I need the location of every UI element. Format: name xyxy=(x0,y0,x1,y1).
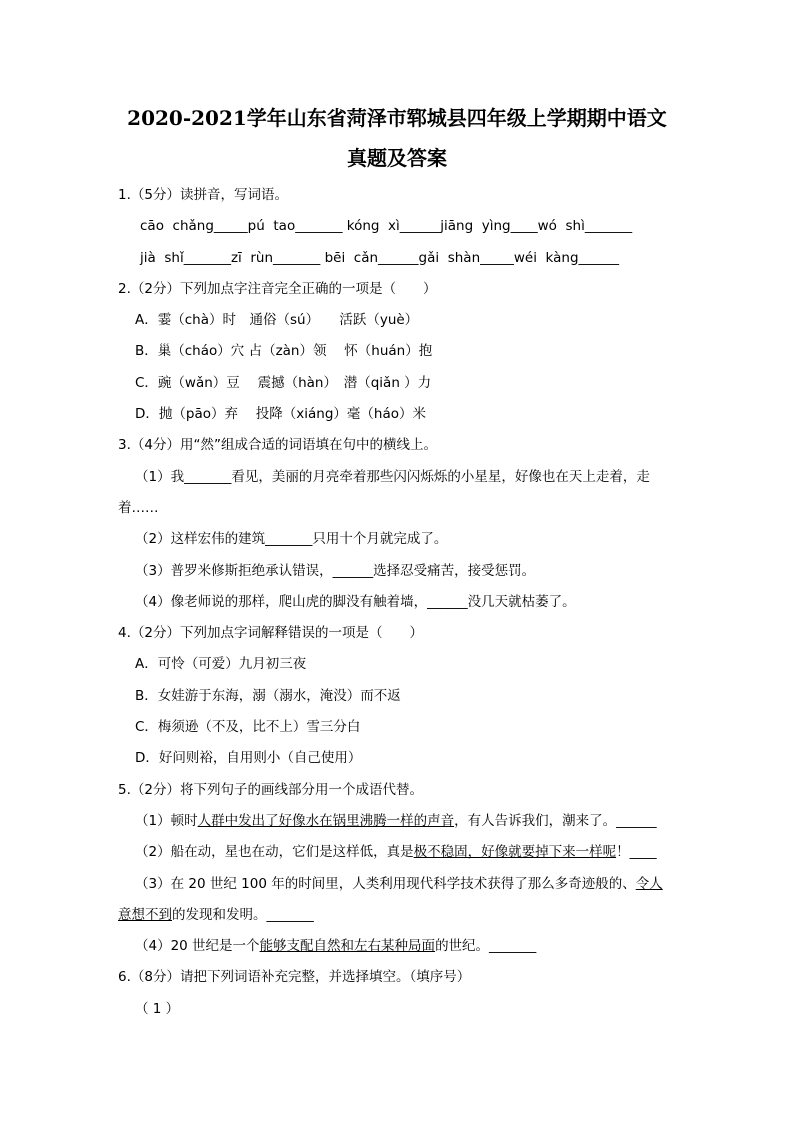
title-line-1: 2020-2021学年山东省菏泽市郓城县四年级上学期期中语文 xyxy=(127,106,667,130)
text-line xyxy=(118,806,678,837)
text-line xyxy=(118,587,678,618)
underlined-phrase: 能够支配自然和左右某种局面 xyxy=(259,938,436,955)
text-segment: A．可怜（可爱）九月初三夜 xyxy=(135,656,307,673)
text-segment: B．巢（cháo）穴 占（zàn）领 怀（huán）抱 xyxy=(135,343,433,360)
text-segment: （4）像老师说的那样，爬山虎的脚没有触着墙，______没几天就枯萎了。 xyxy=(135,593,576,610)
underlined-phrase: 极不稳固，好像就要掉下来一样呢 xyxy=(413,844,617,861)
text-segment: （3）在 20 世纪 100 年的时间里，人类利用现代科学技术获得了那么多奇迹般的、 xyxy=(135,875,636,892)
text-line xyxy=(118,399,678,430)
underlined-phrase: 令人 xyxy=(635,875,663,892)
text-segment: （4）20 世纪是一个 xyxy=(135,938,260,955)
text-line xyxy=(118,493,678,524)
text-line xyxy=(118,931,678,962)
text-segment: cāo chǎng_____pú tao_______ kóng xì______jiāng yìng____wó shì_______ xyxy=(140,218,633,235)
text-segment: 的发现和发明。_______ xyxy=(172,906,314,923)
text-segment: 5.（2分）将下列句子的画线部分用一个成语代替。 xyxy=(118,781,423,798)
text-line xyxy=(118,336,678,367)
text-segment: 6.（8分）请把下列词语补充完整，并选择填空。（填序号） xyxy=(118,969,471,986)
text-line xyxy=(118,524,678,555)
text-segment: （1）我_______看见，美丽的月亮牵着那些闪闪烁烁的小星星，好像也在天上走着，走 xyxy=(135,468,650,485)
text-segment: ，有人告诉我们，潮来了。______ xyxy=(454,812,657,829)
text-segment: C．梅须逊（不及，比不上）雪三分白 xyxy=(135,719,361,736)
text-line xyxy=(118,837,678,868)
text-segment: D．好问则裕，自用则小（自己使用） xyxy=(135,750,362,767)
text-line xyxy=(118,962,678,993)
question-body xyxy=(118,180,678,1025)
text-segment: （2）这样宏伟的建筑_______只用十个月就完成了。 xyxy=(135,531,448,548)
text-line xyxy=(118,681,678,712)
underlined-phrase: 人群中发出了好像水在锅里沸腾一样的声音 xyxy=(197,812,455,829)
text-line xyxy=(118,305,678,336)
text-segment: jià shǐ_______zī rùn_______ bēi cǎn______gǎi shàn_____wéi kàng______ xyxy=(140,249,620,266)
title-line-2: 真题及答案 xyxy=(347,146,447,170)
text-line xyxy=(118,712,678,743)
text-line xyxy=(118,649,678,680)
text-line xyxy=(118,211,678,242)
text-segment: 1.（5分）读拼音，写词语。 xyxy=(118,187,288,203)
text-line xyxy=(118,618,678,649)
text-segment: （ 1 ） xyxy=(135,1000,180,1017)
text-line xyxy=(118,900,678,931)
text-line xyxy=(118,869,678,900)
text-line xyxy=(118,556,678,587)
text-segment: ！____ xyxy=(616,844,657,861)
text-segment: 2.（2分）下列加点字注音完全正确的一项是（ ） xyxy=(118,280,437,297)
text-line xyxy=(118,368,678,399)
text-segment: 的世纪。_______ xyxy=(435,938,537,955)
text-segment: 3.（4分）用“然”组成合适的词语填在句中的横线上。 xyxy=(118,437,437,454)
text-segment: （3）普罗米修斯拒绝承认错误，______选择忍受痛苦，接受惩罚。 xyxy=(135,562,536,579)
text-segment: B．女娃游于东海，溺（溺水，淹没）而不返 xyxy=(135,687,401,704)
text-line xyxy=(118,994,678,1025)
text-segment: D．抛（pāo）弃 投降（xiáng）毫（háo）米 xyxy=(135,406,427,423)
text-line xyxy=(118,180,678,211)
document-title xyxy=(0,98,794,178)
text-segment: C．豌（wǎn）豆 震撼（hàn） 潜（qiǎn ）力 xyxy=(135,374,432,391)
text-line xyxy=(118,462,678,493)
text-line xyxy=(118,743,678,774)
text-segment: （1）顿时 xyxy=(135,812,198,829)
underlined-phrase: 意想不到 xyxy=(118,906,172,923)
text-segment: （2）船在动，星也在动，它们是这样低，真是 xyxy=(135,844,414,861)
text-segment: 4.（2分）下列加点字词解释错误的一项是（ ） xyxy=(118,625,423,642)
text-segment: 着…… xyxy=(118,499,159,516)
text-line xyxy=(118,243,678,274)
text-line xyxy=(118,274,678,305)
text-segment: A．霎（chà）时 通俗（sú） 活跃（yuè） xyxy=(135,312,419,329)
text-line xyxy=(118,430,678,461)
text-line xyxy=(118,775,678,806)
